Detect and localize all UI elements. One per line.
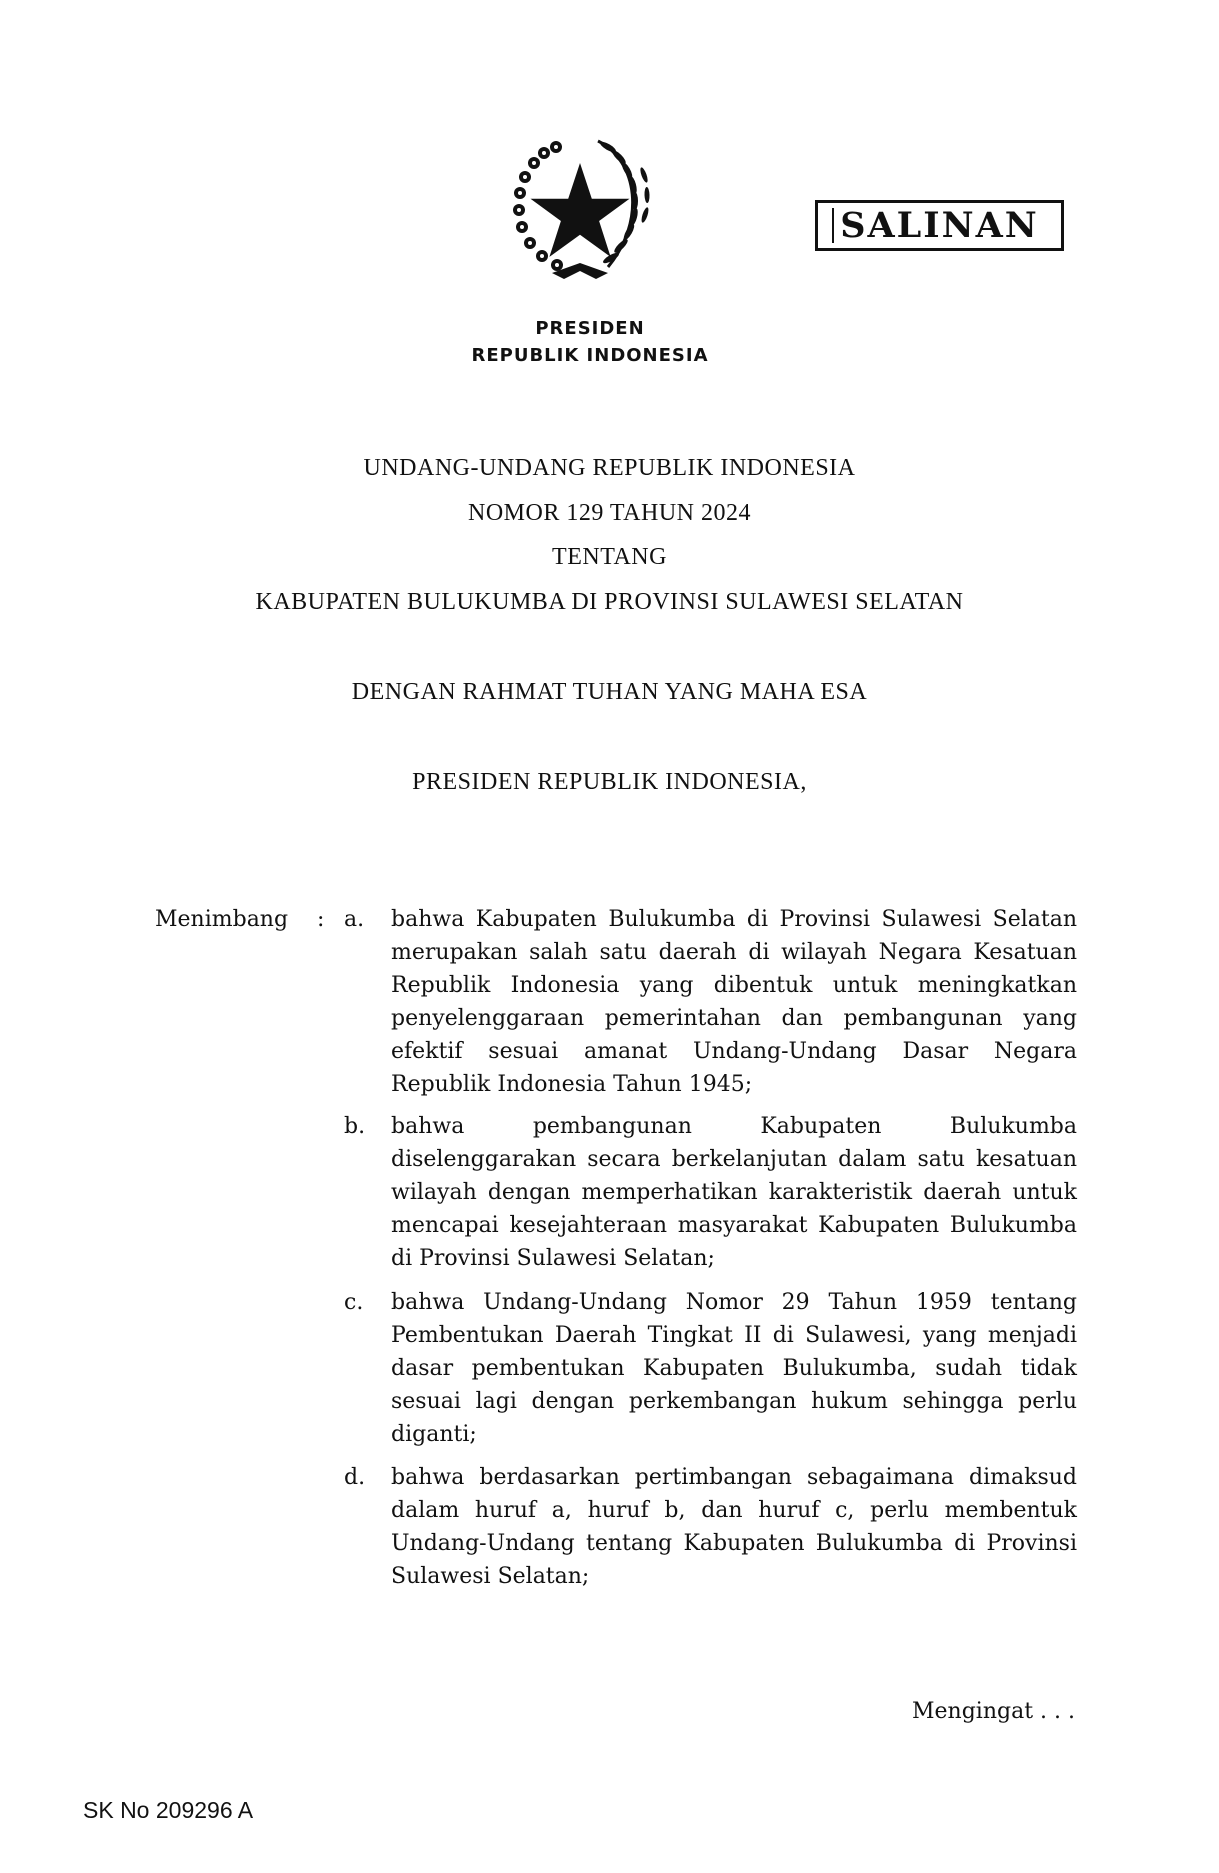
emblem-svg: [500, 135, 660, 295]
salinan-copy-stamp: [815, 200, 1064, 251]
office-line-republic: REPUBLIK INDONESIA: [471, 345, 709, 366]
document-code: SK No 209296 A: [83, 1797, 254, 1823]
office-line-president: PRESIDEN: [535, 318, 645, 339]
next-page-catchword: Mengingat . . .: [912, 1699, 1076, 1724]
star-shape: [531, 163, 630, 257]
stamp-label: SALINAN: [840, 205, 1039, 246]
law-subject: KABUPATEN BULUKUMBA DI PROVINSI SULAWESI SELATAN: [255, 589, 964, 615]
item-letter-c: c.: [344, 1290, 364, 1315]
item-letter-b: b.: [344, 1114, 366, 1139]
invocation: DENGAN RAHMAT TUHAN YANG MAHA ESA: [351, 679, 868, 705]
considering-item-d: bahwa berdasarkan pertimbangan sebagaimana dimaksud dalam huruf a, huruf b, dan huruf c, perlu membentuk Undang-Undang tentang Kabupaten Bulukumba di Provinsi Sulawesi Selatan;: [391, 1465, 1077, 1589]
considering-item-c: bahwa Undang-Undang Nomor 29 Tahun 1959 tentang Pembentukan Daerah Tingkat II di Sulawesi, yang menjadi dasar pembentukan Kabupaten Bulukumba, sudah tidak sesuai lagi dengan perkembangan hukum sehingga perlu diganti;: [391, 1290, 1077, 1447]
law-about: TENTANG: [552, 544, 667, 570]
issuer: PRESIDEN REPUBLIK INDONESIA,: [412, 769, 807, 795]
stamp-inner-rule: [832, 208, 1055, 243]
considering-item-a: bahwa Kabupaten Bulukumba di Provinsi Sulawesi Selatan merupakan salah satu daerah di wilayah Negara Kesatuan Republik Indonesia yang dibentuk untuk meningkatkan penyelenggaraan pemerintahan dan pembangunan yang efektif sesuai amanat Undang-Undang Dasar Negara Republik Indonesia Tahun 1945;: [391, 907, 1077, 1097]
item-letter-a: a.: [344, 907, 365, 932]
garuda-star-wreath-emblem-icon: [500, 135, 660, 295]
law-number: NOMOR 129 TAHUN 2024: [468, 500, 751, 526]
considering-label: Menimbang: [155, 907, 289, 932]
item-letter-d: d.: [344, 1465, 366, 1490]
considering-colon: :: [317, 907, 325, 932]
considering-item-b: bahwa pembangunan Kabupaten Bulukumba diselenggarakan secara berkelanjutan dalam satu kesatuan wilayah dengan memperhatikan karakteristik daerah untuk mencapai kesejahteraan masyarakat Kabupaten Bulukumba di Provinsi Sulawesi Selatan;: [391, 1114, 1077, 1271]
law-title-line1: UNDANG-UNDANG REPUBLIK INDONESIA: [363, 455, 856, 481]
